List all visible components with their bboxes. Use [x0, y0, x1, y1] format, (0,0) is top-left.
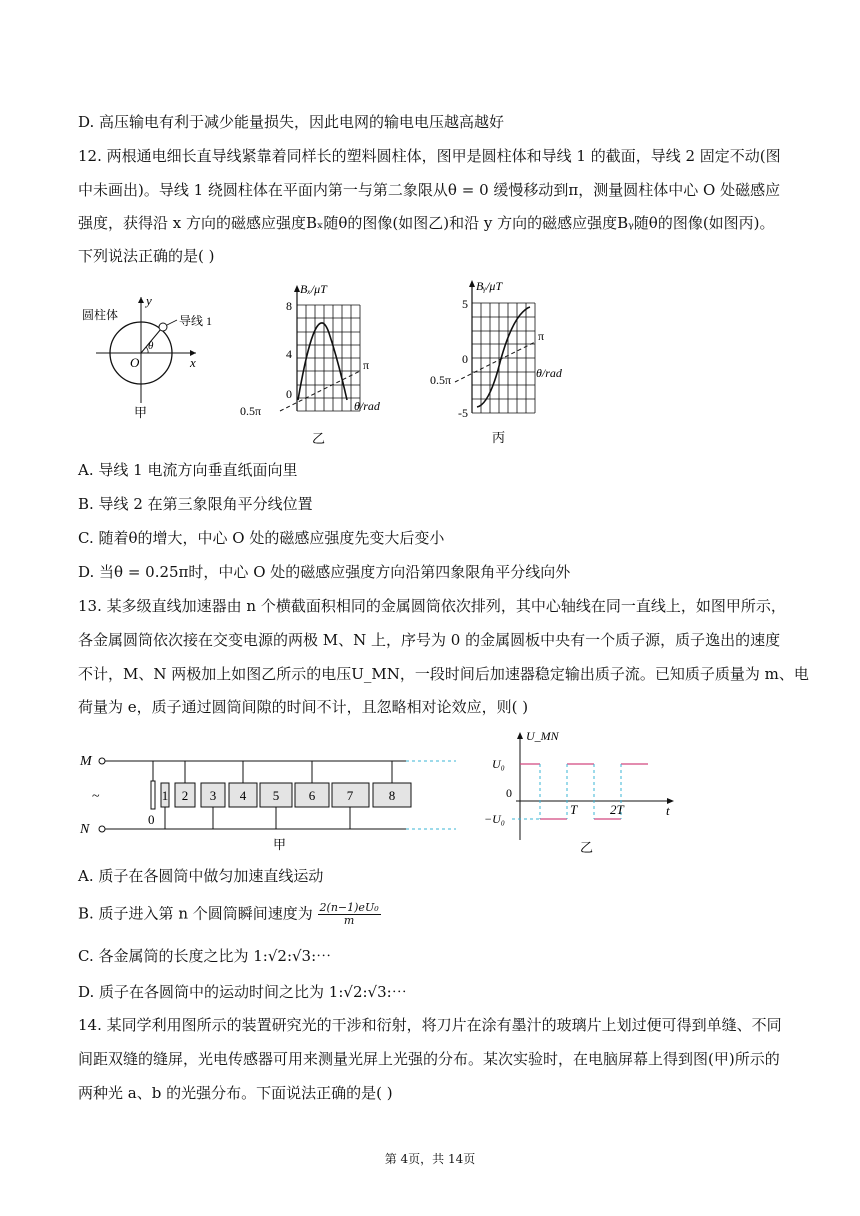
caption-jia: 甲	[273, 837, 287, 852]
page-footer: 第 4页，共 14页	[384, 1152, 476, 1166]
tick-half-pi: 0.5π	[240, 404, 262, 418]
q13-stem-line1: 13. 某多级直线加速器由 n 个横截面积相同的金属圆筒依次排列，其中心轴线在同一直线上，如图甲所示，	[78, 597, 786, 615]
u0-tick: U₀	[492, 757, 505, 771]
q12-stem-line1: 12. 两根通电细长直导线紧靠着同样长的塑料圆柱体，图甲是圆柱体和导线 1 的截面，导线 2 固定不动(图	[78, 147, 781, 165]
theta-axis-label: θ/rad	[354, 399, 380, 413]
tube-label: 5	[272, 788, 280, 803]
minus-u0-tick: −U₀	[484, 812, 505, 826]
caption-bing: 丙	[492, 430, 506, 445]
tick-8: 8	[286, 299, 292, 313]
zero-tick: 0	[506, 786, 512, 800]
cylinder-label: 圆柱体	[82, 308, 119, 322]
q13-stem-line4: 荷量为 e，质子通过圆筒间隙的时间不计，且忽略相对论效应，则( )	[78, 698, 529, 716]
q12-stem-line4: 下列说法正确的是( )	[78, 247, 215, 265]
tick-4: 4	[286, 347, 292, 361]
by-axis-label: Bᵧ/μT	[476, 279, 503, 293]
tube-label: 1	[161, 788, 169, 803]
tick-0: 0	[462, 352, 468, 366]
tube-label: 4	[239, 788, 247, 803]
fraction-numerator: 2(n−1)eU₀	[319, 901, 379, 914]
q13-stem-line2: 各金属圆筒依次接在交变电源的两极 M、N 上，序号为 0 的金属圆板中央有一个质子源，质子逸出的速度	[78, 631, 781, 649]
velocity-fraction	[318, 902, 381, 927]
q13-option-c: C. 各金属筒的长度之比为 1:√2:√3:⋯	[78, 947, 332, 965]
tube-label: 2	[181, 788, 189, 803]
tick-half-pi: 0.5π	[430, 373, 452, 387]
caption-yi: 乙	[312, 431, 326, 446]
q12-option-c: C. 随着θ的增大，中心 O 处的磁感应强度先变大后变小	[78, 529, 445, 547]
n-label: N	[80, 822, 90, 837]
tick-minus-5: -5	[458, 406, 468, 420]
figure-q12-bing	[430, 270, 590, 450]
wire1-label: 导线 1	[179, 314, 213, 328]
tick-5: 5	[462, 297, 468, 311]
tube-label: 7	[346, 788, 354, 803]
q11-option-d: D. 高压输电有利于减少能量损失，因此电网的输电电压越高越好	[78, 113, 505, 131]
q14-stem-line3: 两种光 a、b 的光强分布。下面说法正确的是( )	[78, 1084, 393, 1102]
q12-option-a: A. 导线 1 电流方向垂直纸面向里	[78, 461, 298, 479]
fraction-denominator: m	[343, 914, 355, 927]
umn-axis-label: U_MN	[526, 729, 559, 743]
ac-source-symbol: ~	[92, 789, 100, 804]
t-tick: T	[570, 802, 578, 817]
q12-option-b: B. 导线 2 在第三象限角平分线位置	[78, 495, 313, 513]
theta-axis-label: θ/rad	[536, 366, 562, 380]
x-axis-label: x	[190, 355, 196, 370]
origin-label: O	[130, 355, 140, 370]
q13-option-b	[78, 902, 381, 927]
q12-stem-line2: 中未画出)。导线 1 绕圆柱体在平面内第一与第二象限从θ = 0 缓慢移动到π，测量圆柱体中心 O 处磁感应	[78, 181, 781, 199]
figure-q12-jia	[78, 285, 218, 425]
figure-q12-yi	[240, 275, 400, 450]
tube-label: 6	[308, 788, 316, 803]
theta-label: θ	[148, 340, 154, 352]
2t-tick: 2T	[610, 802, 624, 817]
tick-pi: π	[538, 329, 545, 343]
t-axis-label: t	[666, 803, 670, 818]
y-axis-label: y	[146, 293, 152, 308]
tick-pi: π	[363, 358, 370, 372]
caption-jia: 甲	[134, 405, 148, 420]
figure-q13-yi	[480, 722, 685, 857]
figure-q13-jia	[76, 745, 466, 855]
plate-0-label: 0	[148, 812, 155, 827]
caption-yi: 乙	[580, 840, 594, 855]
q14-stem-line2: 间距双缝的缝屏，光电传感器可用来测量光屏上光强的分布。某次实验时，在电脑屏幕上得到图(甲)所示的	[78, 1050, 780, 1068]
tube-label: 3	[209, 788, 217, 803]
tick-0: 0	[286, 387, 292, 401]
q14-stem-line1: 14. 某同学利用图所示的装置研究光的干涉和衍射，将刀片在涂有墨汁的玻璃片上划过便可得到单缝、不同	[78, 1016, 782, 1034]
q13-option-b-text: B. 质子进入第 n 个圆筒瞬间速度为	[78, 904, 313, 923]
q13-option-d: D. 质子在各圆筒中的运动时间之比为 1:√2:√3:⋯	[78, 983, 407, 1001]
m-label: M	[80, 754, 92, 769]
bx-axis-label: Bₓ/μT	[300, 282, 327, 296]
q13-stem-line3: 不计，M、N 两极加上如图乙所示的电压U_MN，一段时间后加速器稳定输出质子流。已知质子质量为 m、电	[78, 665, 809, 683]
tube-label: 8	[388, 788, 396, 803]
q12-option-d: D. 当θ = 0.25π时，中心 O 处的磁感应强度方向沿第四象限角平分线向外	[78, 563, 571, 581]
q13-option-a: A. 质子在各圆筒中做匀加速直线运动	[78, 867, 324, 885]
q12-stem-line3: 强度，获得沿 x 方向的磁感应强度Bₓ随θ的图像(如图乙)和沿 y 方向的磁感应强度Bᵧ随θ的图像(如图丙)。	[78, 214, 775, 232]
